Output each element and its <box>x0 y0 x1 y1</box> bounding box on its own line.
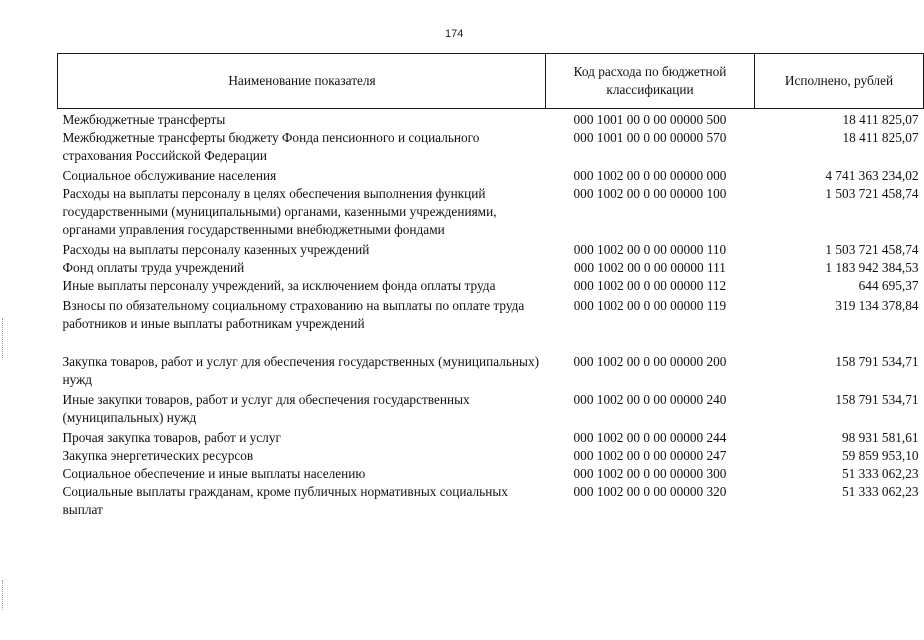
table-row <box>58 167 924 185</box>
table-row <box>58 259 924 277</box>
row-name: Закупка энергетических ресурсов <box>62 448 254 463</box>
table-row <box>58 353 924 391</box>
table-header-row <box>58 54 924 109</box>
row-code: 000 1002 00 0 00 00000 111 <box>574 260 726 275</box>
header-executed-amount: Исполнено, рублей <box>755 54 924 109</box>
row-value: 158 791 534,71 <box>835 354 919 369</box>
row-value: 158 791 534,71 <box>835 392 919 407</box>
table-row <box>58 297 924 353</box>
row-value: 1 503 721 458,74 <box>825 186 919 201</box>
row-value: 51 333 062,23 <box>842 484 919 499</box>
row-name: Фонд оплаты труда учреждений <box>62 260 245 275</box>
scan-artifact <box>2 580 7 610</box>
table-row <box>58 391 924 429</box>
page-number: 174 <box>445 28 464 40</box>
row-value: 18 411 825,07 <box>842 112 919 127</box>
row-code: 000 1002 00 0 00 00000 247 <box>573 448 727 463</box>
table-row <box>58 465 924 483</box>
row-name: Социальные выплаты гражданам, кроме публичных нормативных социальных выплат <box>62 484 508 517</box>
table-row <box>58 129 924 167</box>
row-value: 59 859 953,10 <box>842 448 919 463</box>
row-code: 000 1001 00 0 00 00000 500 <box>573 112 727 127</box>
row-code: 000 1001 00 0 00 00000 570 <box>573 130 727 145</box>
row-code: 000 1002 00 0 00 00000 119 <box>573 298 727 313</box>
row-value: 18 411 825,07 <box>842 130 919 145</box>
row-name: Прочая закупка товаров, работ и услуг <box>62 430 281 445</box>
table-row <box>58 277 924 297</box>
row-name: Закупка товаров, работ и услуг для обеспечения государственных (муниципальных) нужд <box>62 354 540 387</box>
table-row <box>58 447 924 465</box>
header-expense-code: Код расхода по бюджетной классификации <box>546 54 755 109</box>
row-name: Социальное обеспечение и иные выплаты населению <box>62 466 366 481</box>
row-name: Расходы на выплаты персоналу в целях обеспечения выполнения функций государственными (муниципальными) органами, казенными учреждениями, органами управления государственными внебюджетными фондами <box>62 186 497 237</box>
row-value: 644 695,37 <box>858 278 919 293</box>
budget-execution-table <box>57 53 924 519</box>
row-value: 1 503 721 458,74 <box>825 242 919 257</box>
row-name: Расходы на выплаты персоналу казенных учреждений <box>62 242 370 257</box>
row-code: 000 1002 00 0 00 00000 240 <box>573 392 727 407</box>
table-row <box>58 109 924 130</box>
row-value: 319 134 378,84 <box>835 298 919 313</box>
row-value: 4 741 363 234,02 <box>825 168 919 183</box>
table-row <box>58 241 924 259</box>
row-name: Межбюджетные трансферты бюджету Фонда пенсионного и социального страхования Российской Федерации <box>62 130 480 163</box>
header-indicator-name: Наименование показателя <box>58 54 546 109</box>
table-row <box>58 429 924 447</box>
row-code: 000 1002 00 0 00 00000 320 <box>573 484 727 499</box>
scan-artifact <box>2 318 7 358</box>
row-value: 98 931 581,61 <box>842 430 919 445</box>
row-name: Межбюджетные трансферты <box>62 112 226 127</box>
row-code: 000 1002 00 0 00 00000 244 <box>573 430 727 445</box>
row-name: Социальное обслуживание населения <box>62 168 277 183</box>
row-code: 000 1002 00 0 00 00000 100 <box>573 186 727 201</box>
table-row <box>58 185 924 241</box>
row-code: 000 1002 00 0 00 00000 200 <box>573 354 727 369</box>
row-value: 51 333 062,23 <box>842 466 919 481</box>
row-name: Иные закупки товаров, работ и услуг для обеспечения государственных (муниципальных) нужд <box>62 392 470 425</box>
row-name: Взносы по обязательному социальному страхованию на выплаты по оплате труда работников и иные выплаты работникам учреждений <box>62 298 525 331</box>
row-code: 000 1002 00 0 00 00000 000 <box>573 168 727 183</box>
row-code: 000 1002 00 0 00 00000 110 <box>573 242 727 257</box>
table-row <box>58 483 924 519</box>
row-value: 1 183 942 384,53 <box>825 260 919 275</box>
row-code: 000 1002 00 0 00 00000 112 <box>573 278 727 293</box>
row-code: 000 1002 00 0 00 00000 300 <box>573 466 727 481</box>
row-name: Иные выплаты персоналу учреждений, за исключением фонда оплаты труда <box>62 278 496 293</box>
